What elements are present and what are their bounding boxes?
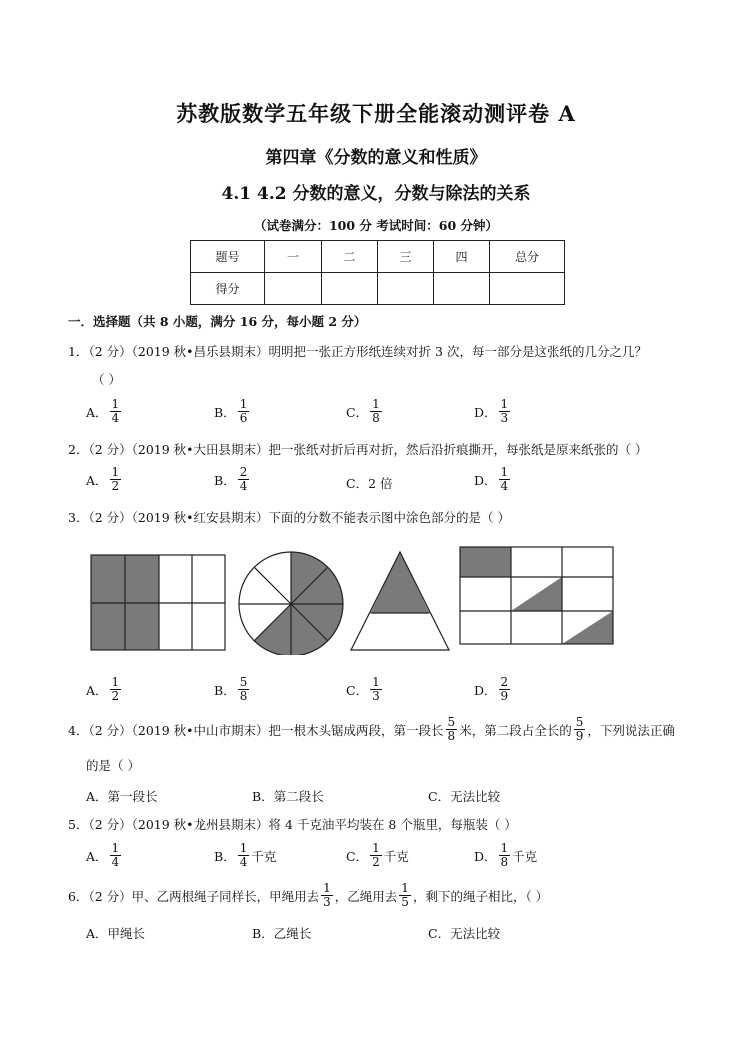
score-cell: 总分 bbox=[490, 241, 565, 273]
denominator: 4 bbox=[239, 479, 248, 493]
question-4-part1: 4．（2 分）（2019 秋•中山市期末）把一根木头锯成两段，第一段长 bbox=[68, 722, 444, 738]
q1-option-c[interactable] bbox=[346, 398, 384, 425]
score-table bbox=[190, 240, 565, 305]
numerator: 5 bbox=[447, 715, 456, 729]
q6-option-b[interactable] bbox=[252, 924, 311, 942]
fraction bbox=[321, 882, 333, 909]
option-unit: 千克 bbox=[251, 848, 277, 864]
section-title: 4.1 4.2 分数的意义，分数与除法的关系 bbox=[221, 184, 531, 204]
figure-circle-sectors bbox=[239, 552, 343, 655]
fraction bbox=[370, 676, 382, 703]
q2-option-d[interactable] bbox=[474, 466, 512, 493]
denominator: 4 bbox=[111, 411, 120, 425]
numerator: 1 bbox=[372, 397, 380, 411]
q2-option-c[interactable] bbox=[346, 474, 393, 492]
question-3-figures bbox=[0, 540, 752, 655]
numerator: 1 bbox=[239, 397, 248, 411]
fraction bbox=[499, 676, 511, 703]
figure-rectangle-grid bbox=[91, 555, 225, 650]
numerator: 1 bbox=[500, 841, 509, 855]
option-text: 第一段长 bbox=[107, 789, 158, 804]
question-1-text: 1．（2 分）（2019 秋•昌乐县期末）明明把一张正方形纸连续对折 3 次，每一部分是这张纸的几分之几？ bbox=[68, 344, 647, 359]
option-letter: C． bbox=[428, 789, 451, 804]
numerator: 1 bbox=[500, 465, 509, 479]
denominator: 9 bbox=[575, 729, 584, 743]
option-text: 无法比较 bbox=[450, 926, 501, 941]
shaded-region bbox=[460, 547, 511, 577]
option-text: 甲绳长 bbox=[107, 926, 146, 941]
denominator: 2 bbox=[111, 479, 120, 493]
option-text: 无法比较 bbox=[450, 789, 501, 804]
q5-option-a[interactable] bbox=[86, 842, 123, 869]
fraction bbox=[110, 398, 122, 425]
q5-option-d[interactable] bbox=[474, 842, 537, 869]
denominator: 6 bbox=[239, 411, 248, 425]
question-2-text: 2．（2 分）（2019 秋•大田县期末）把一张纸对折后再对折，然后沿折痕撕开，每张纸是原来纸张的（ ） bbox=[68, 442, 648, 457]
fraction bbox=[446, 716, 458, 743]
option-letter: B． bbox=[214, 682, 236, 698]
q2-option-a[interactable] bbox=[86, 466, 123, 493]
q4-option-b[interactable] bbox=[252, 787, 324, 805]
question-4-line2: 的是（ ） bbox=[86, 758, 140, 773]
option-text: 乙绳长 bbox=[273, 926, 312, 941]
fraction bbox=[499, 398, 511, 425]
numerator: 1 bbox=[323, 881, 331, 895]
denominator: 2 bbox=[111, 689, 120, 703]
option-text: 2 倍 bbox=[368, 476, 393, 491]
option-letter: B． bbox=[214, 472, 236, 488]
denominator: 4 bbox=[239, 855, 248, 869]
score-input-cell[interactable] bbox=[265, 273, 322, 305]
option-letter: A． bbox=[86, 848, 108, 864]
question-6-part3: ，剩下的绳子相比，（ ） bbox=[412, 888, 549, 904]
option-letter: C． bbox=[346, 682, 369, 698]
option-text: 第二段长 bbox=[273, 789, 324, 804]
fraction bbox=[238, 466, 250, 493]
fraction bbox=[110, 842, 122, 869]
figure-square-grid bbox=[460, 547, 613, 644]
option-letter: B． bbox=[214, 404, 236, 420]
option-letter: A． bbox=[86, 682, 108, 698]
denominator: 3 bbox=[500, 411, 509, 425]
fraction bbox=[499, 842, 511, 869]
numerator: 2 bbox=[239, 465, 248, 479]
fraction bbox=[399, 882, 411, 909]
option-letter: B． bbox=[214, 848, 236, 864]
option-letter: A． bbox=[86, 789, 108, 804]
score-table-score-row bbox=[191, 273, 565, 305]
q6-option-a[interactable] bbox=[86, 924, 145, 942]
question-6-part1: 6．（2 分）甲、乙两根绳子同样长，甲绳用去 bbox=[68, 888, 320, 904]
shaded-region bbox=[371, 552, 430, 613]
fraction bbox=[370, 842, 382, 869]
q6-option-c[interactable] bbox=[428, 924, 500, 942]
score-cell: 三 bbox=[378, 241, 434, 273]
numerator: 2 bbox=[500, 675, 509, 689]
denominator: 3 bbox=[323, 895, 331, 909]
score-cell: 一 bbox=[265, 241, 322, 273]
main-title: 苏教版数学五年级下册全能滚动测评卷 A bbox=[176, 101, 576, 126]
exam-info: （试卷满分：100 分 考试时间：60 分钟） bbox=[253, 218, 499, 233]
fraction bbox=[499, 466, 511, 493]
option-letter: A． bbox=[86, 472, 108, 488]
numerator: 1 bbox=[401, 881, 409, 895]
q3-option-a[interactable] bbox=[86, 676, 123, 703]
numerator: 1 bbox=[239, 841, 248, 855]
option-letter: A． bbox=[86, 404, 108, 420]
score-cell: 二 bbox=[322, 241, 378, 273]
fraction bbox=[110, 466, 122, 493]
denominator: 5 bbox=[401, 895, 409, 909]
numerator: 5 bbox=[575, 715, 584, 729]
denominator: 4 bbox=[500, 479, 509, 493]
numerator: 1 bbox=[111, 841, 120, 855]
score-input-cell[interactable] bbox=[378, 273, 434, 305]
score-cell: 四 bbox=[434, 241, 490, 273]
fraction bbox=[238, 398, 250, 425]
q1-option-d[interactable] bbox=[474, 398, 512, 425]
numerator: 1 bbox=[111, 397, 120, 411]
score-input-cell[interactable] bbox=[322, 273, 378, 305]
fraction bbox=[574, 716, 586, 743]
q4-option-a[interactable] bbox=[86, 787, 158, 805]
section-heading: 一．选择题（共 8 小题，满分 16 分，每小题 2 分） bbox=[68, 314, 367, 329]
fraction bbox=[238, 676, 250, 703]
option-letter: C． bbox=[346, 848, 369, 864]
q3-option-b[interactable] bbox=[214, 676, 251, 703]
shaded-region bbox=[562, 611, 613, 644]
option-letter: C． bbox=[346, 476, 369, 491]
option-letter: C． bbox=[346, 404, 369, 420]
option-letter: D． bbox=[474, 472, 497, 488]
fraction bbox=[110, 676, 122, 703]
denominator: 4 bbox=[111, 855, 120, 869]
option-letter: B． bbox=[252, 789, 274, 804]
question-4-part3: ，下列说法正确 bbox=[587, 722, 675, 738]
numerator: 1 bbox=[111, 465, 120, 479]
score-cell: 题号 bbox=[191, 241, 265, 273]
q3-option-d[interactable] bbox=[474, 676, 512, 703]
option-letter: D． bbox=[474, 682, 497, 698]
score-cell: 得分 bbox=[191, 273, 265, 305]
chapter-title: 第四章《分数的意义和性质》 bbox=[265, 148, 487, 168]
q5-option-b[interactable] bbox=[214, 842, 276, 869]
q1-option-b[interactable] bbox=[214, 398, 251, 425]
denominator: 8 bbox=[372, 411, 380, 425]
figure-triangle bbox=[351, 552, 449, 650]
option-letter: C． bbox=[428, 926, 451, 941]
option-letter: B． bbox=[252, 926, 274, 941]
q5-option-c[interactable] bbox=[346, 842, 409, 869]
numerator: 5 bbox=[239, 675, 248, 689]
question-1-blank: （ ） bbox=[92, 372, 121, 387]
shaded-region bbox=[511, 577, 562, 611]
question-5-text: 5．（2 分）（2019 秋•龙州县期末）将 4 千克油平均装在 8 个瓶里，每瓶装（ ） bbox=[68, 817, 517, 832]
denominator: 2 bbox=[372, 855, 380, 869]
numerator: 1 bbox=[372, 675, 380, 689]
score-input-cell[interactable] bbox=[490, 273, 565, 305]
q3-option-c[interactable] bbox=[346, 676, 384, 703]
option-letter: D． bbox=[474, 404, 497, 420]
score-table-header-row bbox=[191, 241, 565, 273]
denominator: 8 bbox=[500, 855, 509, 869]
score-input-cell[interactable] bbox=[434, 273, 490, 305]
question-6-part2: ，乙绳用去 bbox=[334, 888, 398, 904]
denominator: 9 bbox=[500, 689, 509, 703]
question-4-part2: 米，第二段占全长的 bbox=[459, 722, 572, 738]
option-letter: D． bbox=[474, 848, 497, 864]
option-unit: 千克 bbox=[383, 848, 409, 864]
question-4-text bbox=[68, 716, 675, 743]
question-6-text bbox=[68, 882, 548, 909]
q2-option-b[interactable] bbox=[214, 466, 251, 493]
q1-option-a[interactable] bbox=[86, 398, 123, 425]
numerator: 1 bbox=[372, 841, 380, 855]
option-letter: A． bbox=[86, 926, 108, 941]
numerator: 1 bbox=[500, 397, 509, 411]
q4-option-c[interactable] bbox=[428, 787, 500, 805]
denominator: 3 bbox=[372, 689, 380, 703]
option-unit: 千克 bbox=[512, 848, 538, 864]
denominator: 8 bbox=[447, 729, 456, 743]
numerator: 1 bbox=[111, 675, 120, 689]
question-3-text: 3．（2 分）（2019 秋•红安县期末）下面的分数不能表示图中涂色部分的是（ ） bbox=[68, 510, 511, 525]
fraction bbox=[238, 842, 250, 869]
fraction bbox=[370, 398, 382, 425]
denominator: 8 bbox=[239, 689, 248, 703]
